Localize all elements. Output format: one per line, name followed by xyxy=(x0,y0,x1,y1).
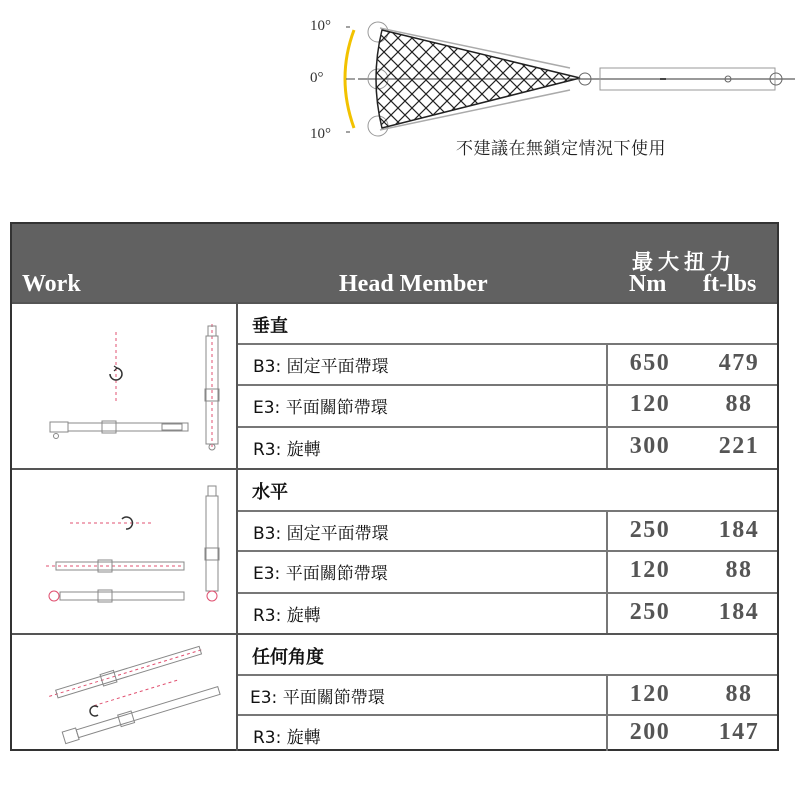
angle-label-bottom: 10° xyxy=(310,126,331,142)
group-title-row xyxy=(238,635,777,674)
torque-values xyxy=(606,594,777,633)
torque-nm: 120 xyxy=(629,557,671,583)
torque-ft-lbs: 184 xyxy=(718,599,760,625)
table-row xyxy=(238,550,777,592)
torque-nm: 120 xyxy=(629,391,671,417)
group-title: 任何角度 xyxy=(252,647,324,668)
torque-ft-lbs: 147 xyxy=(718,719,760,745)
torque-ft-lbs: 221 xyxy=(718,433,760,459)
group-title: 水平 xyxy=(252,482,288,503)
torque-ft-lbs: 88 xyxy=(725,557,753,583)
angle-label-center: 0° xyxy=(310,70,324,86)
group-horizontal xyxy=(12,468,777,633)
table-row xyxy=(238,343,777,384)
table-row xyxy=(238,674,777,714)
head-member-label: R3: 旋轉 xyxy=(253,440,321,460)
torque-values xyxy=(606,345,777,384)
group-vertical xyxy=(12,302,777,468)
torque-ft-lbs: 88 xyxy=(725,391,753,417)
torque-nm: 250 xyxy=(629,517,671,543)
torque-values xyxy=(606,428,777,468)
group-title-row xyxy=(238,304,777,343)
torque-values xyxy=(606,676,777,714)
torque-nm: 200 xyxy=(629,719,671,745)
torque-ft-lbs: 184 xyxy=(718,517,760,543)
table-row xyxy=(238,384,777,426)
torque-ft-lbs: 479 xyxy=(718,350,760,376)
work-illustration-cell xyxy=(12,470,238,633)
head-member-label: E3: 平面關節帶環 xyxy=(253,398,388,418)
torque-values xyxy=(606,552,777,592)
head-member-label: R3: 旋轉 xyxy=(253,728,321,748)
header-head-member: Head Member xyxy=(339,271,488,297)
table-row xyxy=(238,592,777,633)
torque-nm: 650 xyxy=(629,350,671,376)
group-title-row xyxy=(238,470,777,510)
table-row xyxy=(238,510,777,550)
header-work: Work xyxy=(22,271,81,297)
head-member-label: E3: 平面關節帶環 xyxy=(250,688,385,708)
torque-nm: 120 xyxy=(629,681,671,707)
head-member-label: E3: 平面關節帶環 xyxy=(253,564,388,584)
header-ft-lbs: ft-lbs xyxy=(703,271,757,297)
torque-values xyxy=(606,716,777,751)
warning-caption: 不建議在無鎖定情況下使用 xyxy=(456,139,666,159)
table-row xyxy=(238,426,777,468)
header-nm: Nm xyxy=(629,271,667,297)
table-row xyxy=(238,714,777,751)
torque-ft-lbs: 88 xyxy=(725,681,753,707)
work-illustration-cell xyxy=(12,304,238,468)
head-member-label: R3: 旋轉 xyxy=(253,606,321,626)
group-any-angle xyxy=(12,633,777,751)
work-illustration-cell xyxy=(12,635,238,751)
any-angle-orientation-icon xyxy=(12,635,236,751)
torque-values xyxy=(606,386,777,426)
head-member-label: B3: 固定平面帶環 xyxy=(253,357,389,377)
horizontal-orientation-icon xyxy=(12,470,236,633)
group-title: 垂直 xyxy=(252,316,288,337)
angle-label-top: 10° xyxy=(310,18,331,34)
torque-table xyxy=(10,222,779,751)
vertical-orientation-icon xyxy=(12,304,236,468)
torque-nm: 250 xyxy=(629,599,671,625)
torque-nm: 300 xyxy=(629,433,671,459)
header-max-torque: 最大扭力 xyxy=(632,250,736,274)
head-member-label: B3: 固定平面帶環 xyxy=(253,524,389,544)
torque-values xyxy=(606,512,777,550)
table-header xyxy=(12,224,777,304)
